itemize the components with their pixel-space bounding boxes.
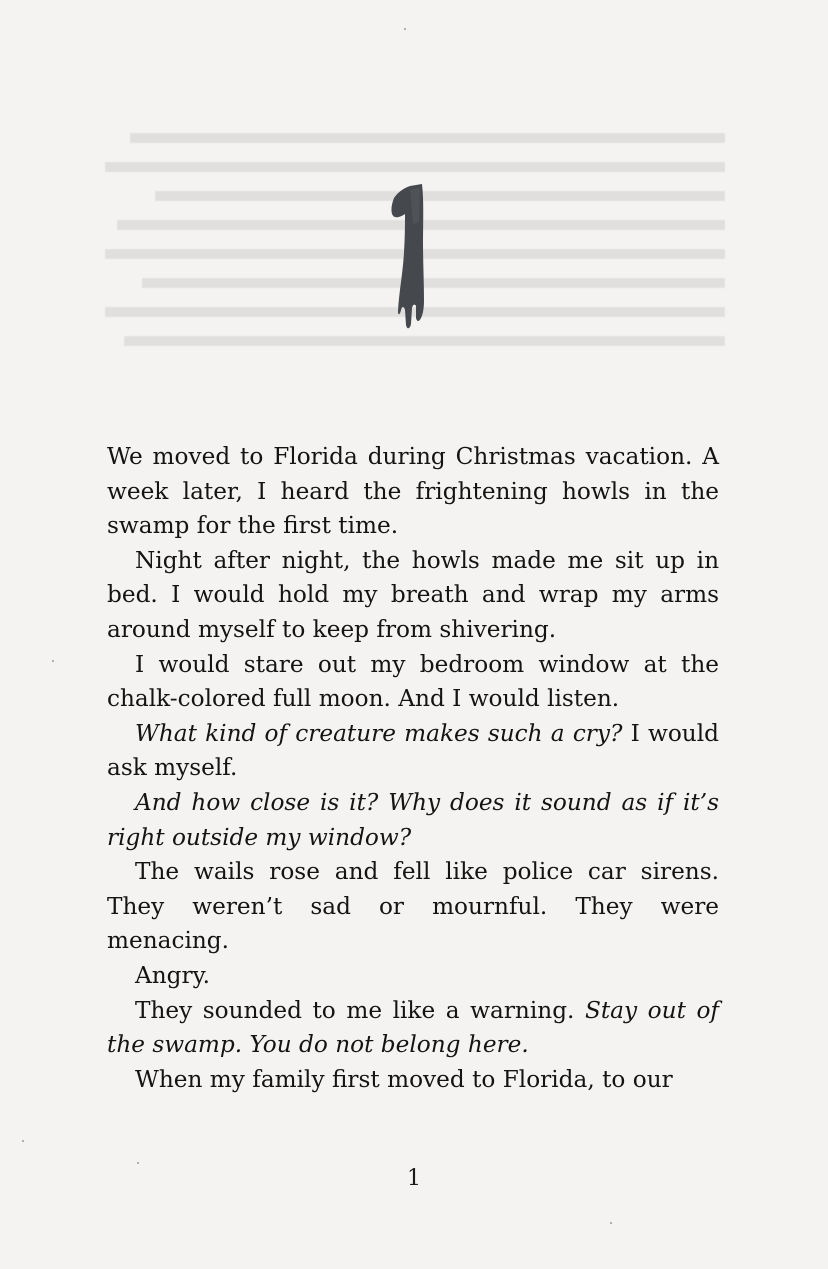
- paragraph: [107, 648, 719, 717]
- paper-speck: [52, 660, 54, 662]
- paper-speck: [404, 28, 406, 30]
- paper-speck: [137, 1162, 139, 1164]
- paragraph: [107, 1063, 719, 1098]
- chapter-body-text: [107, 440, 719, 1097]
- page-number: 1: [407, 1166, 421, 1191]
- text-run: I would ask myself.: [107, 719, 719, 782]
- paragraph: [107, 959, 719, 994]
- paper-speck: [610, 1222, 612, 1224]
- italic-text: What kind of creature makes such a cry?: [135, 719, 623, 747]
- text-run: Angry.: [135, 961, 210, 989]
- paper-speck: [22, 1140, 24, 1142]
- text-run: When my family first moved to Florida, to our: [135, 1065, 673, 1093]
- paragraph: [107, 855, 719, 959]
- paragraph: [107, 544, 719, 648]
- italic-text: Stay out of the swamp. You do not belong here.: [107, 996, 719, 1059]
- paragraph: [107, 786, 719, 855]
- italic-text: And how close is it? Why does it sound as if it’s right outside my window?: [107, 788, 719, 851]
- text-run: The wails rose and fell like police car sirens. They weren’t sad or mournful. They were menacing.: [107, 858, 719, 955]
- text-run: Night after night, the howls made me sit up in bed. I would hold my breath and wrap my arms around myself to keep from shivering.: [107, 546, 719, 643]
- paragraph: [107, 994, 719, 1063]
- text-run: We moved to Florida during Christmas vacation. A week later, I heard the frightening howls in the swamp for the first time.: [107, 443, 719, 540]
- paragraph: [107, 440, 719, 544]
- text-run: I would stare out my bedroom window at the chalk-colored full moon. And I would listen.: [107, 650, 719, 713]
- text-run: They sounded to me like a warning.: [135, 996, 585, 1024]
- chapter-number-icon: [380, 182, 440, 332]
- paragraph: [107, 717, 719, 786]
